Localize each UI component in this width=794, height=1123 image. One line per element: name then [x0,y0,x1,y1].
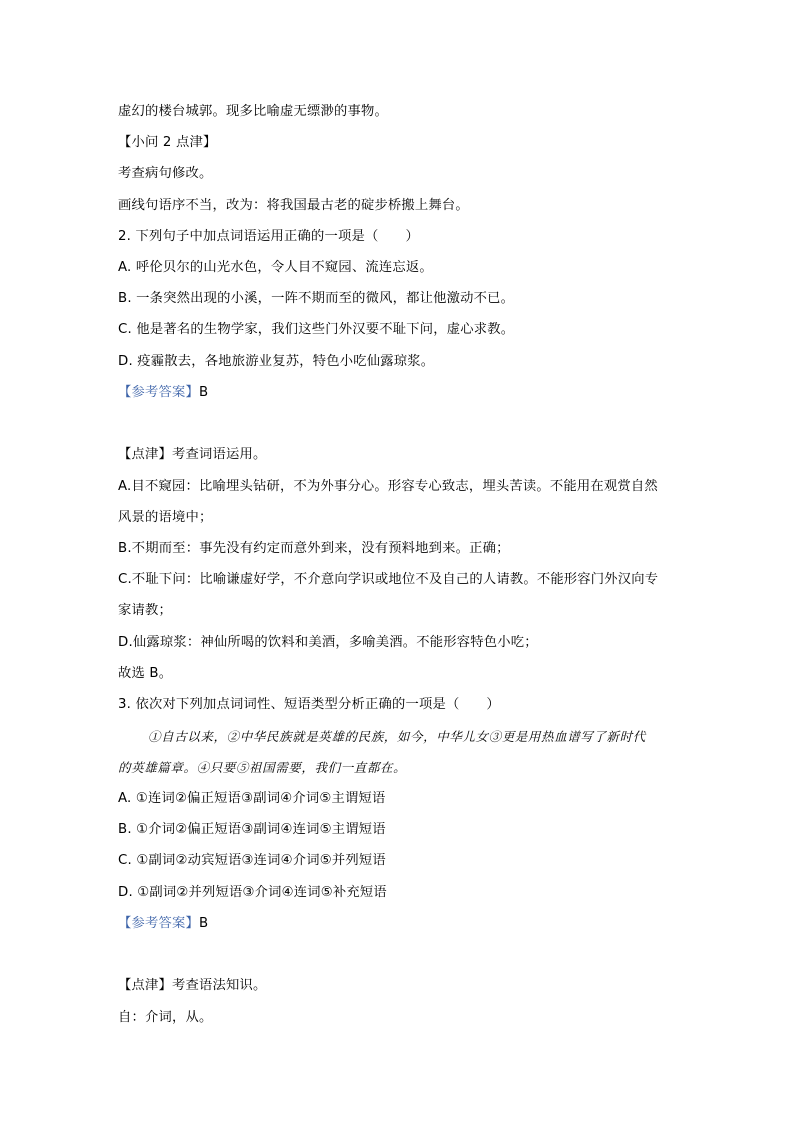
option-a: A. 呼伦贝尔的山光水色，令人目不窥园、流连忘返。 [118,260,433,275]
answer-line [118,383,208,403]
option-a: A. ①连词②偏正短语③副词④介词⑤主谓短语 [118,791,386,806]
text-line: 故选 B。 [118,666,173,681]
text-line: 家请教； [118,603,172,618]
answer-line [118,914,208,934]
analysis-heading: 【点津】考查词语运用。 [118,447,267,462]
option-b: B. 一条突然出现的小溪，一阵不期而至的微风，都让他激动不已。 [118,291,515,306]
analysis-heading: 【点津】考查语法知识。 [118,978,267,993]
text-line: 考查病句修改。 [118,166,213,181]
answer-value: B [198,385,209,400]
question-stem: 3. 依次对下列加点词词性、短语类型分析正确的一项是（ ） [118,697,500,712]
text-line: 自：介词，从。 [118,1010,213,1025]
option-d: D. ①副词②并列短语③介词④连词⑤补充短语 [118,885,387,900]
text-line: B.不期而至：事先没有约定而意外到来，没有预料地到来。正确； [118,541,510,556]
question-stem: 2. 下列句子中加点词语运用正确的一项是（ ） [118,229,419,244]
text-line: 风景的语境中； [118,510,213,525]
text-line: D.仙露琼浆：神仙所喝的饮料和美酒，多喻美酒。不能形容特色小吃； [118,635,538,650]
option-b: B. ①介词②偏正短语③副词④连词⑤主谓短语 [118,822,386,837]
passage-line: 的英雄篇章。④只要⑤祖国需要，我们一直都在。 [118,760,407,775]
answer-label: 【参考答案】 [118,385,199,400]
subquestion-heading: 【小问 2 点津】 [118,135,217,150]
passage-line: ①自古以来，②中华民族就是英雄的民族，如今，中华儿女③更是用热血谱写了新时代 [148,729,646,744]
text-line: 虚幻的楼台城郭。现多比喻虚无缥渺的事物。 [118,104,388,119]
option-c: C. ①副词②动宾短语③连词④介词⑤并列短语 [118,853,386,868]
option-c: C. 他是著名的生物学家，我们这些门外汉要不耻下问，虚心求教。 [118,322,515,337]
option-d: D. 疫霾散去，各地旅游业复苏，特色小吃仙露琼浆。 [118,354,435,369]
answer-label: 【参考答案】 [118,916,199,931]
text-line: C.不耻下问：比喻谦虚好学，不介意向学识或地位不及自己的人请教。不能形容门外汉向专 [118,572,659,587]
text-line: A.目不窥园：比喻埋头钻研，不为外事分心。形容专心致志，埋头苦读。不能用在观赏自然 [118,479,658,494]
answer-value: B [198,916,209,931]
text-line: 画线句语序不当，改为：将我国最古老的碇步桥搬上舞台。 [118,198,469,213]
